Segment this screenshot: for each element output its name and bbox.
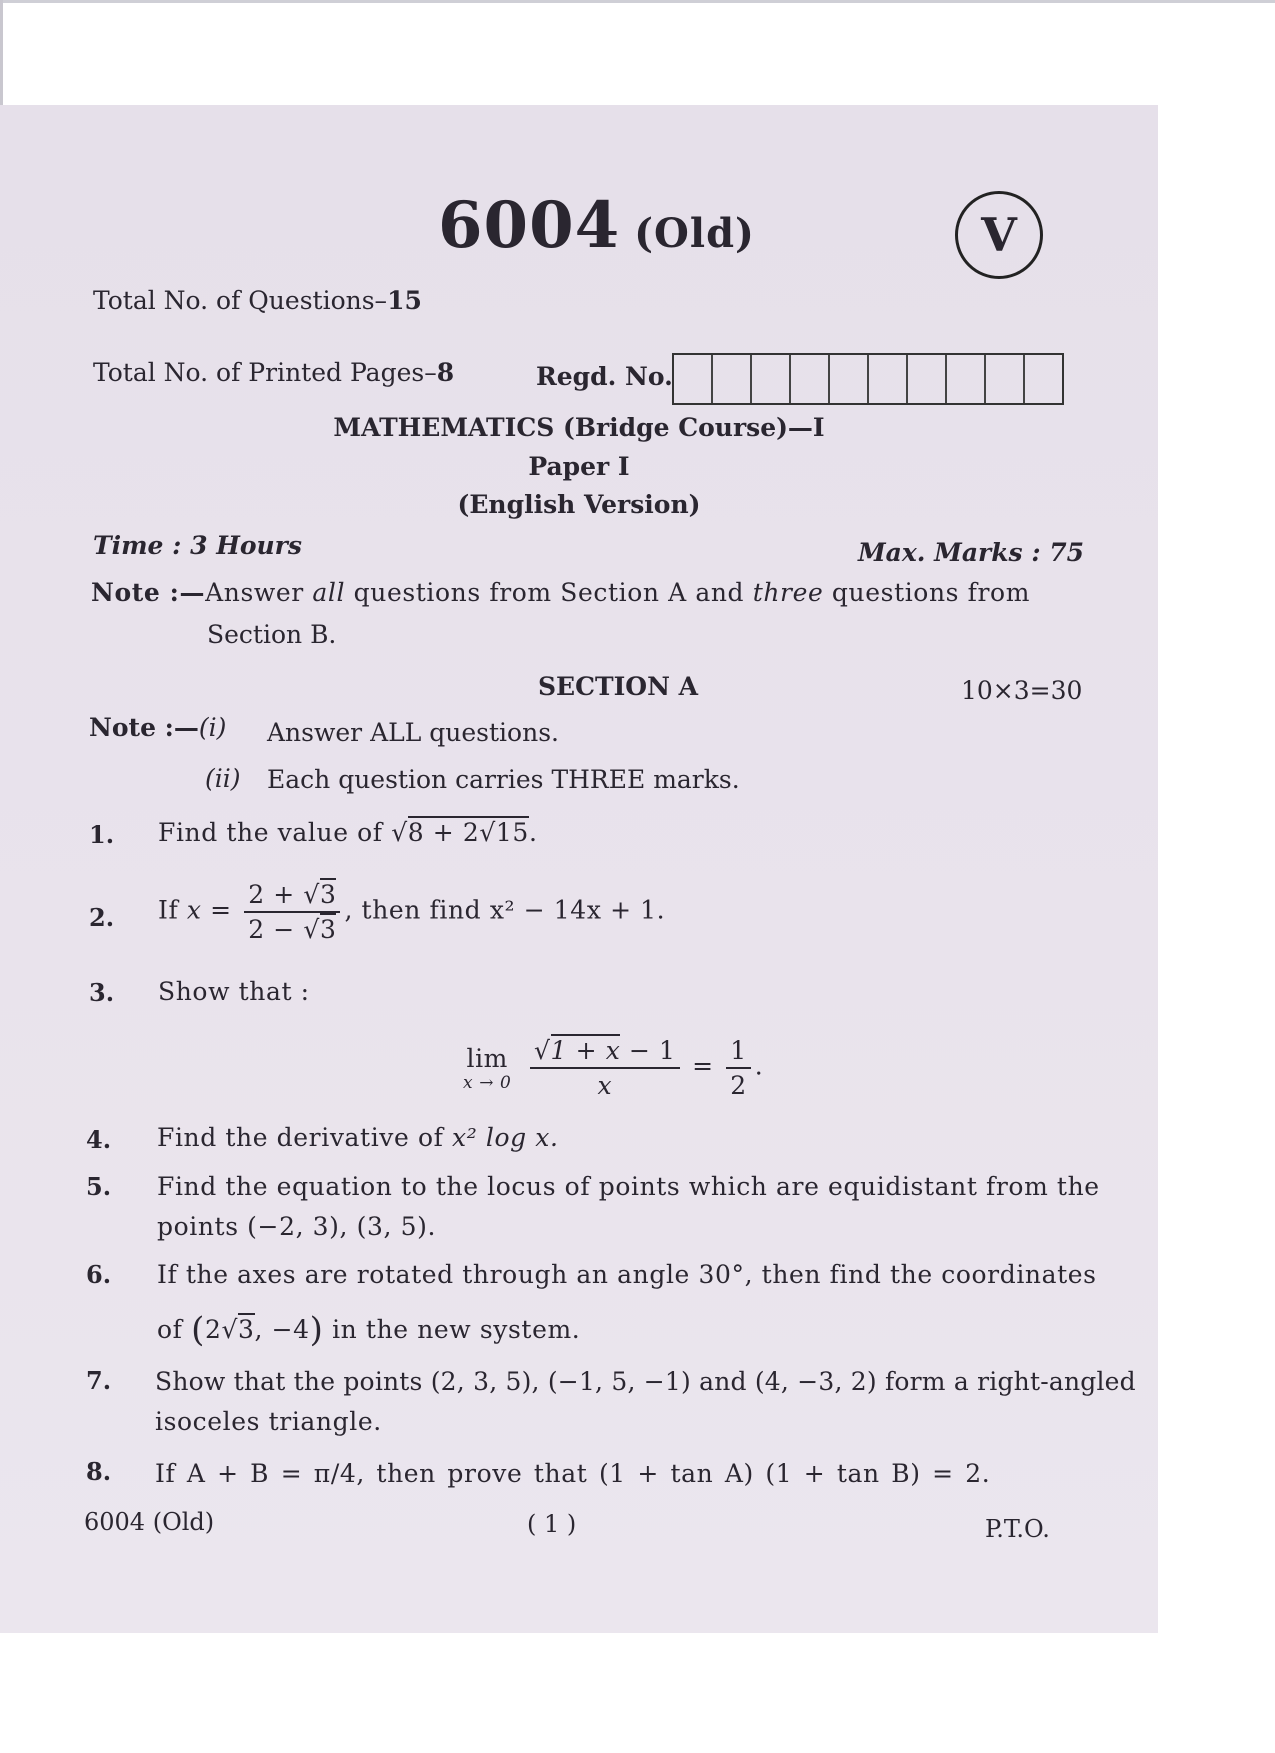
q1-number: 1. (89, 820, 115, 849)
paper-code: 6004 (Old) (438, 188, 755, 263)
q8-text: If A + B = π/4, then prove that (1 + tan A) (1 + tan B) = 2. (155, 1459, 991, 1488)
q2-text: If x = $\frac{2 + √3}{2 - √3}$ , then find x² − 14x + 1. (158, 880, 666, 944)
section-a-note-ii: Each question carries THREE marks. (267, 765, 740, 794)
q5-line2: points (−2, 3), (3, 5). (157, 1212, 436, 1241)
regd-number-boxes[interactable] (672, 353, 1064, 405)
regd-cell[interactable] (674, 355, 713, 403)
regd-cell[interactable] (830, 355, 869, 403)
time-allowed: Time : 3 Hours (93, 531, 302, 560)
q3-limit: lim x → 0 $\frac{√1 + x - 1}{x}$ = $\frac{1}{2}$ . (463, 1036, 764, 1100)
paper-title: Paper I (528, 452, 630, 481)
section-a-note-i: Answer ALL questions. (267, 718, 559, 747)
q1-text: Find the value of √8 + 2√15. (158, 818, 538, 847)
total-questions: Total No. of Questions–15 (93, 286, 422, 315)
regd-cell[interactable] (947, 355, 986, 403)
section-a-note-label: Note :—(i) (89, 713, 227, 742)
regd-label: Regd. No. (536, 362, 673, 391)
regd-cell[interactable] (869, 355, 908, 403)
q7-number: 7. (86, 1366, 112, 1395)
total-pages: Total No. of Printed Pages–8 (93, 358, 455, 387)
general-note: Note :—Answer all questions from Section A and three questions from (91, 578, 1030, 607)
exam-paper (0, 105, 1158, 1633)
scan-top-edge (0, 0, 1275, 3)
q8-number: 8. (86, 1457, 112, 1486)
q7-line1: Show that the points (2, 3, 5), (−1, 5, −1) and (4, −3, 2) form a right-angled (155, 1367, 1136, 1396)
max-marks: Max. Marks : 75 (858, 538, 1085, 567)
subject-title: MATHEMATICS (Bridge Course)—I (333, 413, 825, 442)
q2-fraction: $\frac{2 + √3}{2 - √3}$ (244, 880, 340, 944)
q6-line1: If the axes are rotated through an angle 30°, then find the coordinates (157, 1260, 1097, 1289)
q4-number: 4. (86, 1125, 112, 1154)
section-a-title: SECTION A (538, 672, 699, 701)
footer-code: 6004 (Old) (84, 1508, 215, 1536)
q3-number: 3. (89, 978, 115, 1007)
footer-page-number: ( 1 ) (527, 1510, 577, 1538)
q5-line1: Find the equation to the locus of points which are equidistant from the (157, 1172, 1100, 1201)
q2-number: 2. (89, 903, 115, 932)
regd-cell[interactable] (791, 355, 830, 403)
regd-cell[interactable] (752, 355, 791, 403)
regd-cell[interactable] (713, 355, 752, 403)
q3-text: Show that : (158, 977, 310, 1006)
q6-number: 6. (86, 1260, 112, 1289)
version-title: (English Version) (457, 490, 701, 519)
q5-number: 5. (86, 1172, 112, 1201)
regd-cell[interactable] (1025, 355, 1062, 403)
section-a-marks: 10×3=30 (961, 676, 1083, 705)
q7-line2: isoceles triangle. (155, 1407, 382, 1436)
section-a-note-ii-num: (ii) (205, 764, 241, 793)
regd-cell[interactable] (908, 355, 947, 403)
q6-line2: of (2√3, −4) in the new system. (157, 1310, 581, 1350)
scan-left-edge (0, 0, 3, 112)
regd-cell[interactable] (986, 355, 1025, 403)
q4-text: Find the derivative of x² log x. (157, 1123, 559, 1152)
version-badge: V (955, 191, 1043, 279)
footer-pto: P.T.O. (985, 1515, 1050, 1543)
general-note-cont: Section B. (207, 620, 337, 649)
